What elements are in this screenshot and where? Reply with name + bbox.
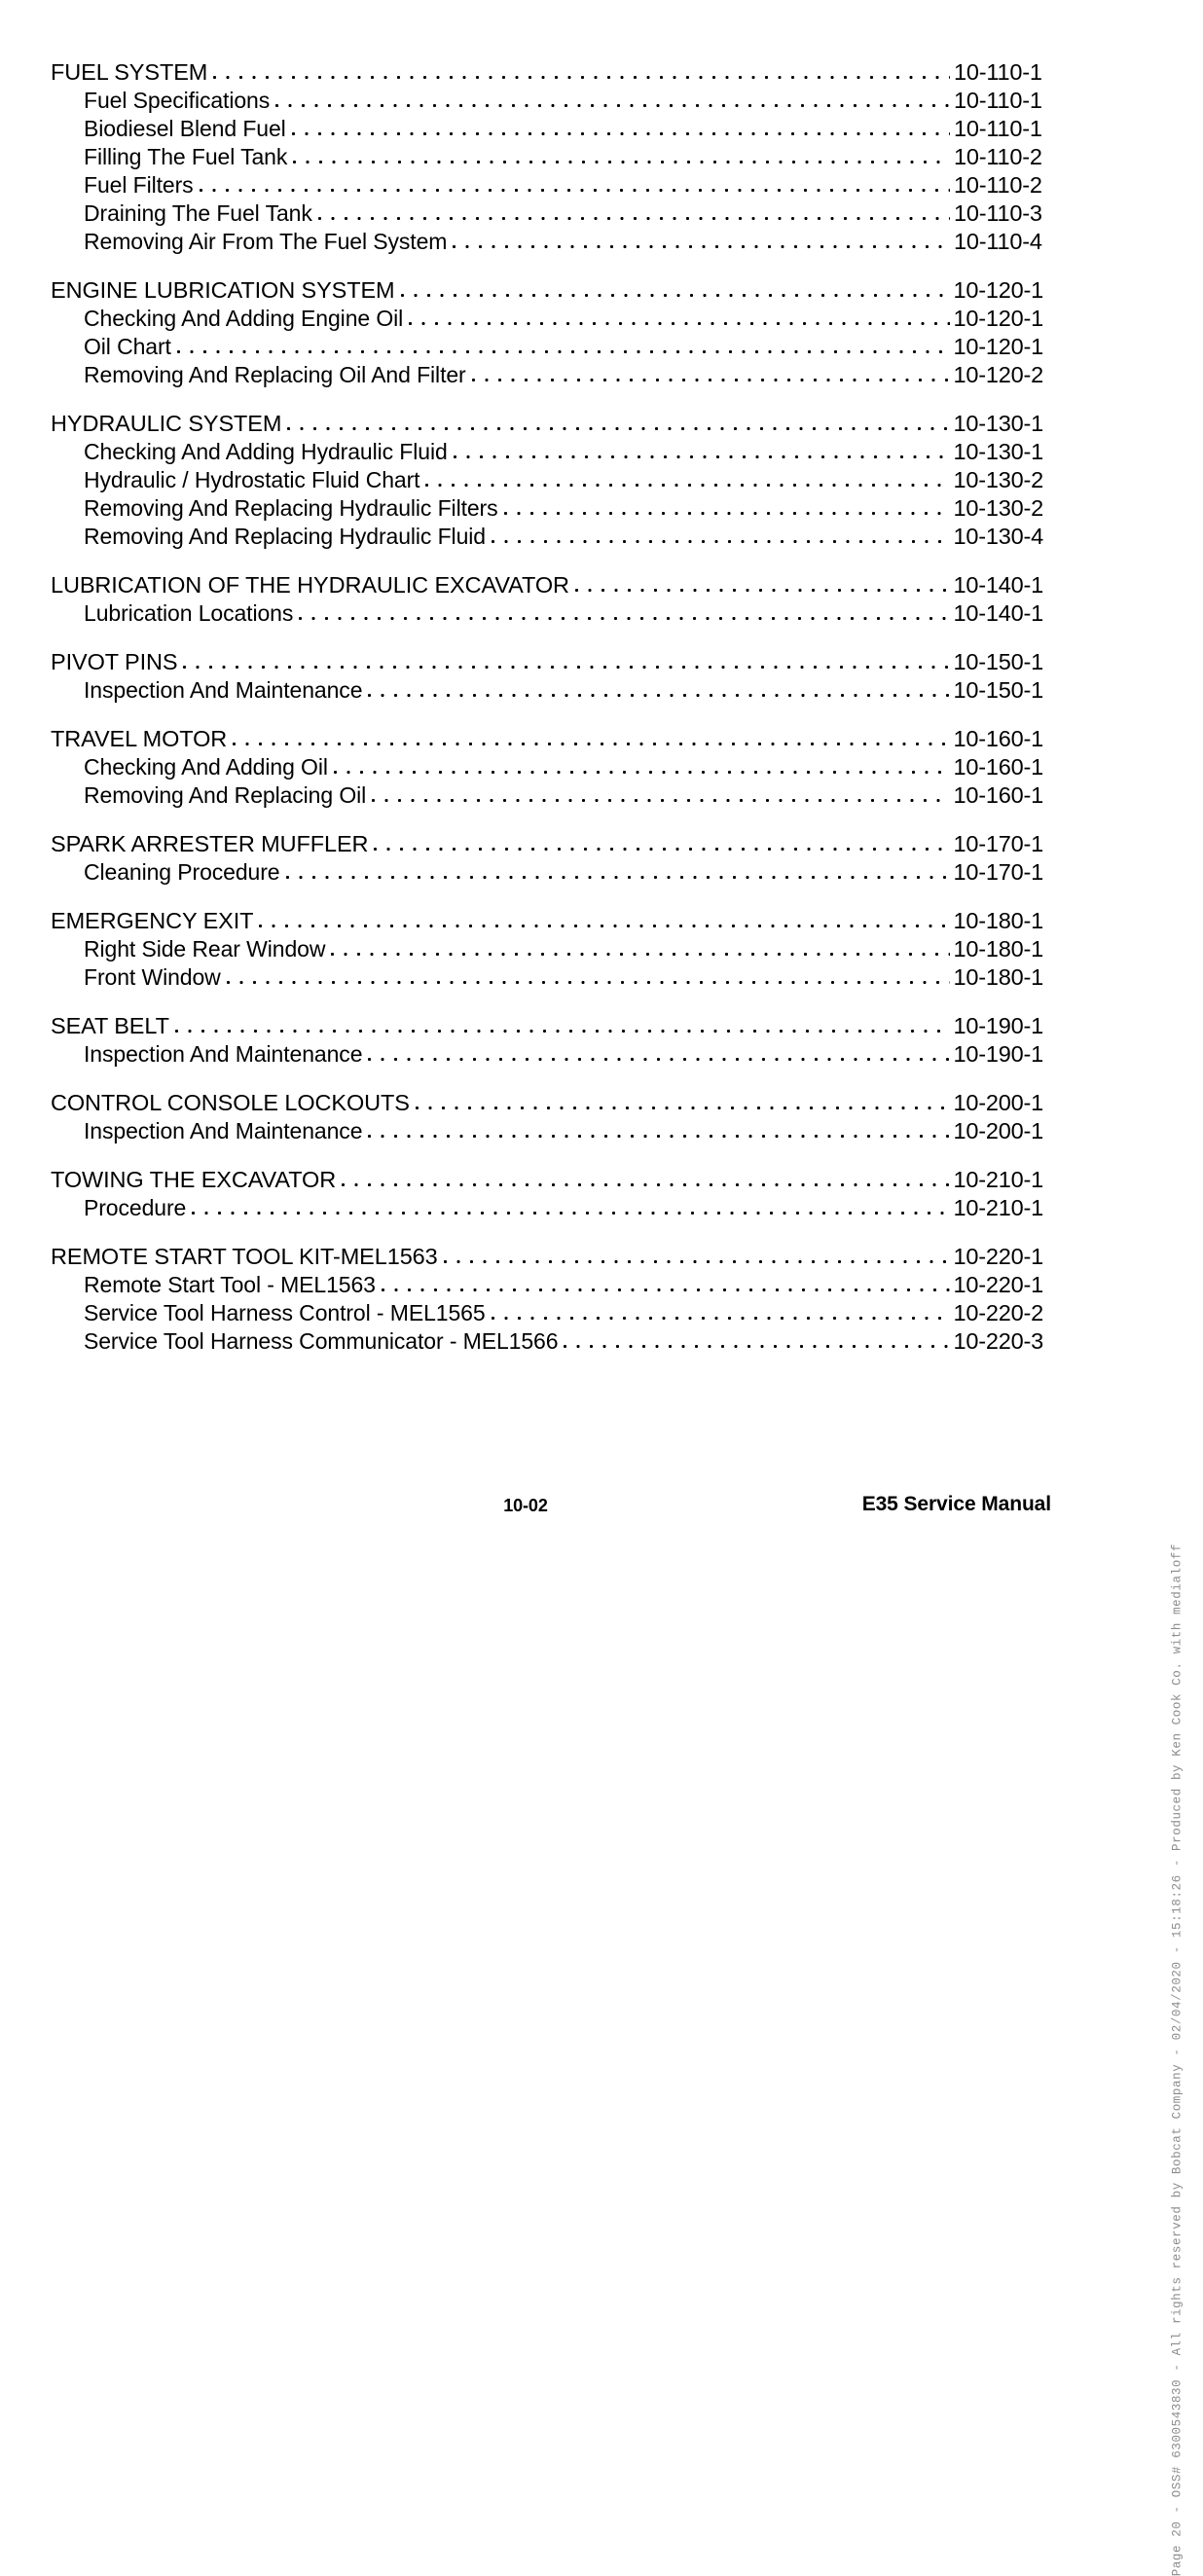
toc-leader-dots <box>200 172 950 198</box>
toc-entry-row[interactable] <box>51 464 1043 492</box>
footer-manual-title: E35 Service Manual <box>861 1493 1051 1515</box>
toc-leader-dots <box>299 600 949 626</box>
toc-leader-dots <box>374 831 949 856</box>
toc-section-heading-row[interactable] <box>51 408 1043 436</box>
toc-entry-page: 10-220-1 <box>953 1272 1043 1297</box>
toc-entry-row[interactable] <box>51 303 1043 331</box>
toc-leader-dots <box>368 1041 949 1067</box>
toc-entry-label: Right Side Rear Window <box>84 936 326 961</box>
toc-section-heading-page: 10-130-1 <box>953 411 1043 436</box>
toc-entry-label: Lubrication Locations <box>84 600 294 626</box>
toc-entry-label: Inspection And Maintenance <box>84 1118 363 1143</box>
toc-entry-row[interactable] <box>51 933 1043 961</box>
toc-leader-dots <box>453 229 950 254</box>
toc-section <box>51 56 1043 254</box>
toc-entry-label: Removing Air From The Fuel System <box>84 229 448 254</box>
toc-entry-row[interactable] <box>51 521 1043 549</box>
toc-section-heading-label: SPARK ARRESTER MUFFLER <box>51 831 369 856</box>
toc-section-heading-page: 10-210-1 <box>953 1167 1043 1192</box>
toc-section-heading-row[interactable] <box>51 569 1043 598</box>
toc-entry-row[interactable] <box>51 961 1043 990</box>
toc-leader-dots <box>492 1300 950 1325</box>
toc-leader-dots <box>444 1244 950 1269</box>
toc-entry-label: Hydraulic / Hydrostatic Fluid Chart <box>84 467 420 492</box>
toc-entry-label: Fuel Specifications <box>84 88 271 113</box>
toc-entry-label: Front Window <box>84 964 221 990</box>
toc-leader-dots <box>368 1118 949 1143</box>
toc-section-heading-page: 10-180-1 <box>953 908 1043 933</box>
toc-leader-dots <box>504 495 950 521</box>
toc-entry-page: 10-170-1 <box>953 859 1043 885</box>
side-watermark-text: Page 20 - OSS# 6300543830 - All rights reserved by Bobcat Company - 02/04/2020 - 15:18:26 - Produced by Ken Cook Co. with medialoff <box>1170 1543 1184 2576</box>
toc-leader-dots <box>286 859 950 885</box>
toc-section-heading-label: LUBRICATION OF THE HYDRAULIC EXCAVATOR <box>51 572 569 598</box>
toc-entry-page: 10-110-1 <box>954 116 1042 141</box>
toc-entry-row[interactable] <box>51 141 1043 169</box>
toc-section-heading-label: CONTROL CONSOLE LOCKOUTS <box>51 1090 410 1115</box>
toc-entry-label: Cleaning Procedure <box>84 859 280 885</box>
toc-leader-dots <box>382 1272 950 1297</box>
toc-entry-label: Inspection And Maintenance <box>84 677 363 703</box>
toc-entry-page: 10-110-2 <box>954 172 1042 198</box>
toc-section-heading-label: EMERGENCY EXIT <box>51 908 254 933</box>
toc-leader-dots <box>334 754 950 780</box>
toc-entry-page: 10-110-4 <box>954 229 1042 254</box>
toc-entry-row[interactable] <box>51 1269 1043 1297</box>
toc-section <box>51 1087 1043 1143</box>
toc-entry-label: Service Tool Harness Control - MEL1565 <box>84 1300 486 1325</box>
toc-section-heading-row[interactable] <box>51 274 1043 303</box>
toc-entry-label: Biodiesel Blend Fuel <box>84 116 286 141</box>
toc-leader-dots <box>213 59 950 85</box>
toc-section <box>51 1010 1043 1067</box>
toc-entry-row[interactable] <box>51 492 1043 521</box>
toc-leader-dots <box>401 277 950 303</box>
toc-entry-page: 10-200-1 <box>953 1118 1043 1143</box>
toc-leader-dots <box>331 936 949 961</box>
toc-entry-page: 10-210-1 <box>953 1195 1043 1220</box>
toc-section-heading-label: PIVOT PINS <box>51 649 178 674</box>
toc-entry-row[interactable] <box>51 1115 1043 1143</box>
toc-leader-dots <box>293 144 950 169</box>
toc-leader-dots <box>368 677 949 703</box>
toc-entry-label: Oil Chart <box>84 334 171 359</box>
toc-entry-row[interactable] <box>51 85 1043 113</box>
toc-section-heading-row[interactable] <box>51 56 1043 85</box>
footer-page-number: 10-02 <box>503 1496 548 1515</box>
toc-section-heading-page: 10-170-1 <box>953 831 1043 856</box>
toc-entry-row[interactable] <box>51 856 1043 885</box>
toc-section-heading-row[interactable] <box>51 828 1043 856</box>
toc-section-heading-label: TOWING THE EXCAVATOR <box>51 1167 337 1192</box>
toc-entry-page: 10-110-2 <box>954 144 1042 169</box>
toc-section-heading-label: REMOTE START TOOL KIT-MEL1563 <box>51 1244 438 1269</box>
toc-leader-dots <box>227 964 950 990</box>
toc-entry-page: 10-130-1 <box>953 439 1043 464</box>
toc-section-heading-row[interactable] <box>51 723 1043 751</box>
toc-entry-page: 10-220-3 <box>953 1328 1043 1354</box>
toc-entry-page: 10-160-1 <box>953 754 1043 780</box>
toc-entry-page: 10-120-1 <box>953 334 1043 359</box>
toc-entry-label: Checking And Adding Hydraulic Fluid <box>84 439 448 464</box>
toc-entry-page: 10-180-1 <box>953 936 1043 961</box>
toc-leader-dots <box>233 726 949 751</box>
toc-section-heading-page: 10-220-1 <box>953 1244 1043 1269</box>
toc-entry-row[interactable] <box>51 598 1043 626</box>
toc-entry-row[interactable] <box>51 1038 1043 1067</box>
toc-entry-row[interactable] <box>51 1325 1043 1354</box>
toc-entry-label: Filling The Fuel Tank <box>84 144 288 169</box>
toc-entry-label: Checking And Adding Engine Oil <box>84 306 404 331</box>
toc-section-heading-row[interactable] <box>51 1087 1043 1115</box>
toc-entry-page: 10-190-1 <box>953 1041 1043 1067</box>
toc-section-heading-label: ENGINE LUBRICATION SYSTEM <box>51 277 395 303</box>
toc-leader-dots <box>287 411 949 436</box>
toc-entry-row[interactable] <box>51 113 1043 141</box>
toc-entry-label: Fuel Filters <box>84 172 194 198</box>
toc-leader-dots <box>564 1328 949 1354</box>
toc-section-heading-row[interactable] <box>51 646 1043 674</box>
toc-section-heading-row[interactable] <box>51 1164 1043 1192</box>
toc-section-heading-page: 10-110-1 <box>954 59 1042 85</box>
toc-section-heading-row[interactable] <box>51 905 1043 933</box>
toc-section-heading-page: 10-140-1 <box>953 572 1043 598</box>
toc-leader-dots <box>175 1013 950 1038</box>
toc-entry-page: 10-150-1 <box>953 677 1043 703</box>
toc-entry-label: Removing And Replacing Hydraulic Fluid <box>84 524 486 549</box>
toc-leader-dots <box>472 362 950 387</box>
toc-leader-dots <box>409 306 949 331</box>
toc-leader-dots <box>454 439 950 464</box>
toc-entry-label: Remote Start Tool - MEL1563 <box>84 1272 376 1297</box>
toc-entry-row[interactable] <box>51 359 1043 387</box>
toc-entry-label: Removing And Replacing Hydraulic Filters <box>84 495 498 521</box>
toc-section-heading-page: 10-190-1 <box>953 1013 1043 1038</box>
toc-leader-dots <box>275 88 950 113</box>
toc-section <box>51 905 1043 990</box>
toc-entry-label: Service Tool Harness Communicator - MEL1566 <box>84 1328 559 1354</box>
toc-leader-dots <box>342 1167 949 1192</box>
toc-entry-page: 10-110-1 <box>954 88 1042 113</box>
toc-leader-dots <box>416 1090 950 1115</box>
toc-leader-dots <box>192 1195 949 1220</box>
toc-entry-page: 10-130-4 <box>953 524 1043 549</box>
toc-section-heading-page: 10-120-1 <box>953 277 1043 303</box>
toc-entry-page: 10-110-3 <box>954 200 1042 226</box>
toc-entry-row[interactable] <box>51 331 1043 359</box>
toc-entry-label: Removing And Replacing Oil And Filter <box>84 362 466 387</box>
toc-entry-row[interactable] <box>51 674 1043 703</box>
toc-entry-label: Removing And Replacing Oil <box>84 782 367 808</box>
toc-section <box>51 1164 1043 1220</box>
toc-entry-page: 10-120-2 <box>953 362 1043 387</box>
toc-entry-label: Checking And Adding Oil <box>84 754 328 780</box>
toc-entry-row[interactable] <box>51 1192 1043 1220</box>
toc-entry-row[interactable] <box>51 169 1043 198</box>
toc-section-heading-label: SEAT BELT <box>51 1013 169 1038</box>
toc-leader-dots <box>372 782 949 808</box>
toc-leader-dots <box>492 524 950 549</box>
toc-section <box>51 569 1043 626</box>
toc-entry-page: 10-160-1 <box>953 782 1043 808</box>
toc-leader-dots <box>575 572 950 598</box>
table-of-contents <box>51 56 1043 1354</box>
toc-section-heading-page: 10-200-1 <box>953 1090 1043 1115</box>
toc-entry-page: 10-140-1 <box>953 600 1043 626</box>
toc-section-heading-label: HYDRAULIC SYSTEM <box>51 411 282 436</box>
toc-section <box>51 408 1043 549</box>
toc-section-heading-page: 10-160-1 <box>953 726 1043 751</box>
toc-entry-label: Inspection And Maintenance <box>84 1041 363 1067</box>
toc-section <box>51 646 1043 703</box>
toc-entry-page: 10-130-2 <box>953 467 1043 492</box>
toc-leader-dots <box>183 649 949 674</box>
toc-section <box>51 1241 1043 1354</box>
toc-section-heading-row[interactable] <box>51 1010 1043 1038</box>
toc-section-heading-label: FUEL SYSTEM <box>51 59 208 85</box>
toc-leader-dots <box>292 116 950 141</box>
toc-section <box>51 828 1043 885</box>
toc-entry-page: 10-120-1 <box>953 306 1043 331</box>
toc-entry-row[interactable] <box>51 198 1043 226</box>
toc-entry-label: Draining The Fuel Tank <box>84 200 312 226</box>
toc-entry-page: 10-180-1 <box>953 964 1043 990</box>
toc-entry-page: 10-130-2 <box>953 495 1043 521</box>
toc-entry-page: 10-220-2 <box>953 1300 1043 1325</box>
toc-leader-dots <box>259 908 949 933</box>
toc-section <box>51 723 1043 808</box>
toc-entry-row[interactable] <box>51 751 1043 780</box>
toc-entry-row[interactable] <box>51 436 1043 464</box>
toc-leader-dots <box>318 200 950 226</box>
toc-section-heading-page: 10-150-1 <box>953 649 1043 674</box>
toc-section <box>51 274 1043 387</box>
toc-entry-row[interactable] <box>51 226 1043 254</box>
toc-section-heading-row[interactable] <box>51 1241 1043 1269</box>
toc-entry-row[interactable] <box>51 780 1043 808</box>
toc-leader-dots <box>177 334 950 359</box>
toc-leader-dots <box>425 467 949 492</box>
toc-entry-row[interactable] <box>51 1297 1043 1325</box>
toc-entry-label: Procedure <box>84 1195 187 1220</box>
toc-section-heading-label: TRAVEL MOTOR <box>51 726 228 751</box>
